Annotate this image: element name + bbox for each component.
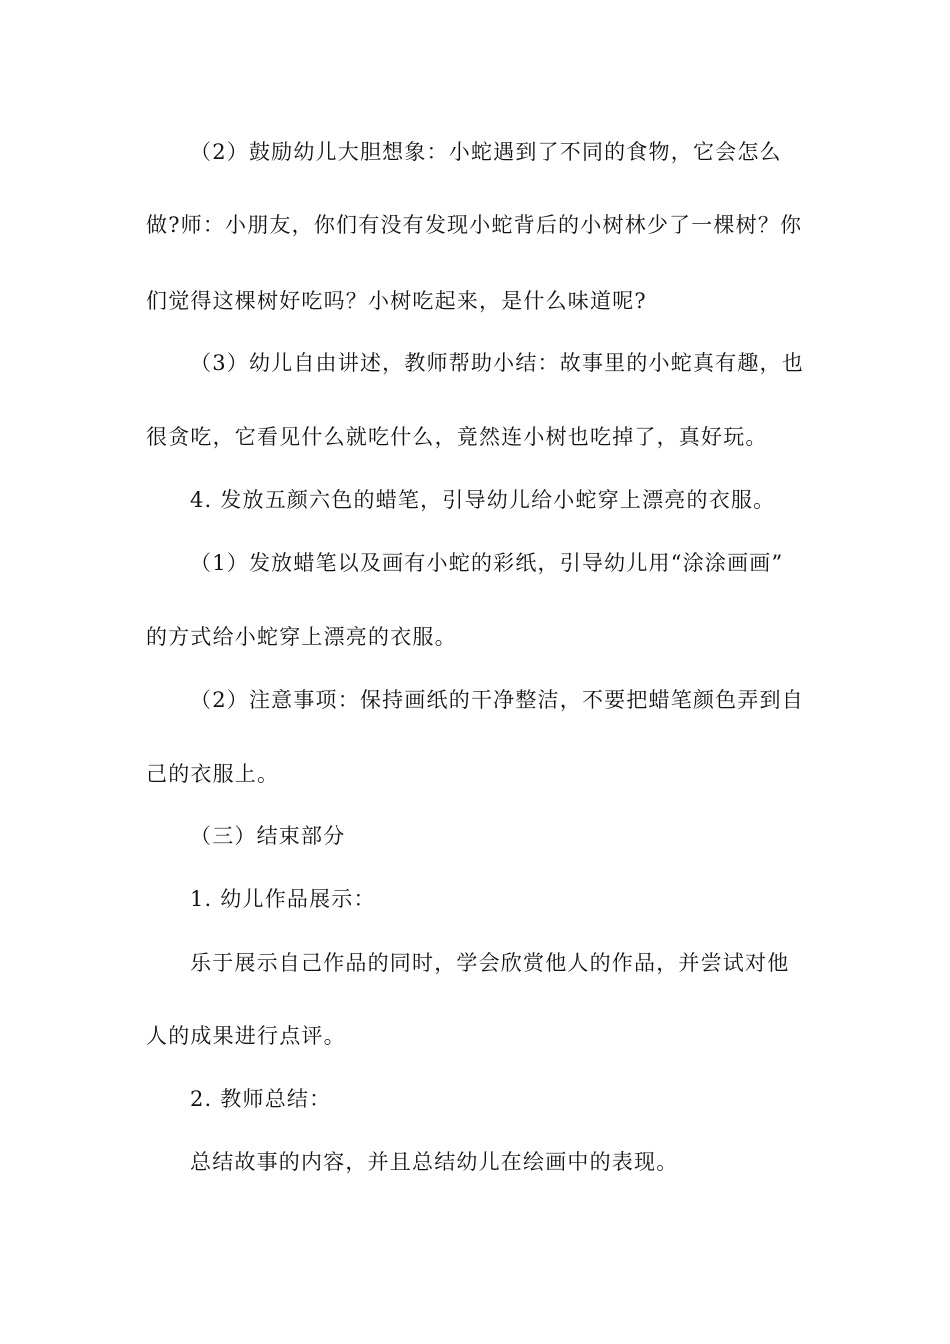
paragraph-line: 总结故事的内容，并且总结幼儿在绘画中的表现。 (190, 1150, 679, 1174)
paragraph-line: （2）鼓励幼儿大胆想象：小蛇遇到了不同的食物，它会怎么 (190, 140, 782, 164)
paragraph-line: （1）发放蜡笔以及画有小蛇的彩纸，引导幼儿用“涂涂画画” (190, 551, 784, 575)
paragraph-line: 己的衣服上。 (146, 762, 280, 786)
list-item: 4. 发放五颜六色的蜡笔，引导幼儿给小蛇穿上漂亮的衣服。 (190, 488, 776, 512)
paragraph-line: 做?师：小朋友，你们有没有发现小蛇背后的小树林少了一棵树？你 (146, 213, 803, 237)
paragraph-line: 们觉得这棵树好吃吗？小树吃起来，是什么味道呢? (146, 289, 647, 313)
paragraph-line: 的方式给小蛇穿上漂亮的衣服。 (146, 625, 457, 649)
paragraph-line: 很贪吃，它看见什么就吃什么，竟然连小树也吃掉了，真好玩。 (146, 425, 768, 449)
paragraph-line: 乐于展示自己作品的同时，学会欣赏他人的作品，并尝试对他 (190, 951, 790, 975)
paragraph-line: （2）注意事项：保持画纸的干净整洁，不要把蜡笔颜色弄到自 (190, 688, 804, 712)
paragraph-line: 人的成果进行点评。 (146, 1024, 346, 1048)
section-heading: （三）结束部分 (190, 824, 346, 848)
list-item: 2. 教师总结： (190, 1087, 332, 1111)
list-item: 1. 幼儿作品展示： (190, 887, 376, 911)
paragraph-line: （3）幼儿自由讲述，教师帮助小结：故事里的小蛇真有趣，也 (190, 351, 804, 375)
